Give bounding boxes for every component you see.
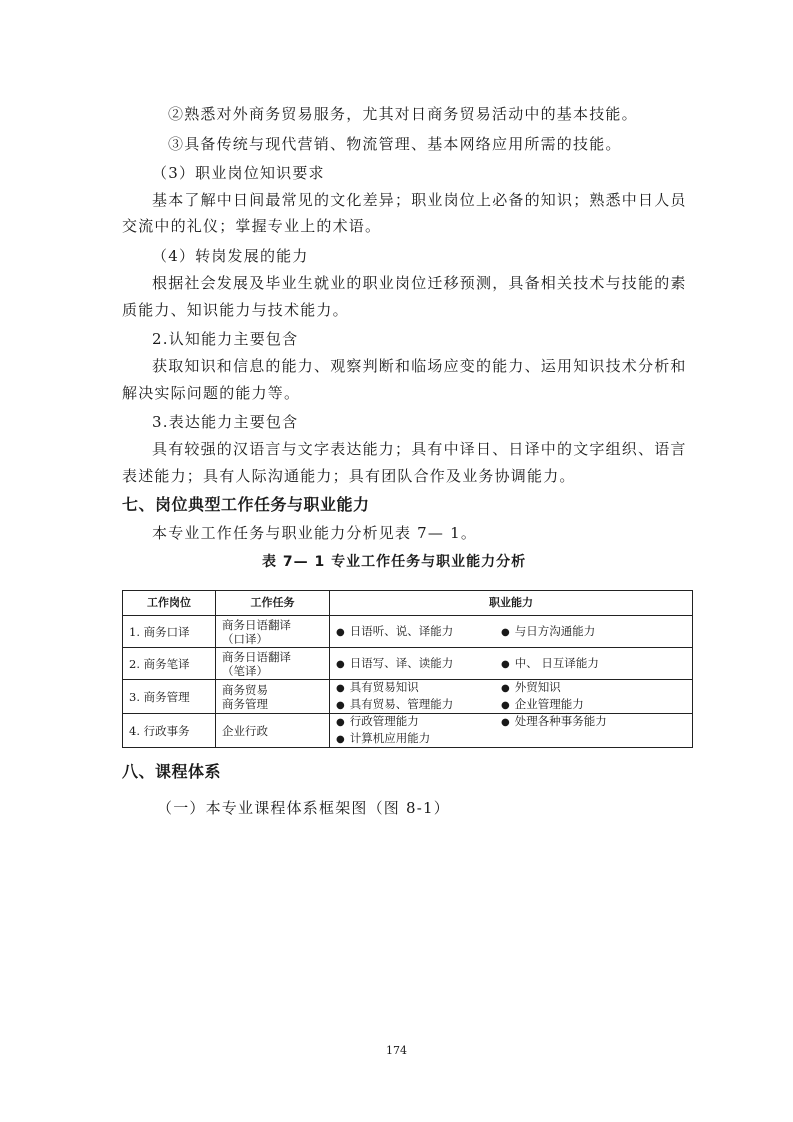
task-line: 商务管理 bbox=[222, 696, 268, 711]
task-line: 商务日语翻译 bbox=[222, 649, 291, 664]
body-line: 基本了解中日间最常见的文化差异；职业岗位上必备的知识；熟悉中日人员 bbox=[152, 191, 687, 209]
body-line: （4）转岗发展的能力 bbox=[152, 247, 309, 265]
ability-item: ● 具有贸易、管理能力 bbox=[336, 697, 501, 713]
body-line: 交流中的礼仪；掌握专业上的术语。 bbox=[122, 217, 382, 235]
body-line: 根据社会发展及毕业生就业的职业岗位迁移预测，具备相关技术与技能的素 bbox=[152, 274, 687, 292]
body-line: ②熟悉对外商务贸易服务，尤其对日商务贸易活动中的基本技能。 bbox=[168, 105, 638, 123]
ability-item: ● 中、 日互译能力 bbox=[501, 656, 686, 672]
table-header-row bbox=[123, 591, 693, 616]
table-row bbox=[123, 616, 693, 648]
table-caption: 表 7— 1 专业工作任务与职业能力分析 bbox=[262, 554, 527, 570]
table-row bbox=[123, 714, 693, 748]
ability-item: ● 具有贸易知识 bbox=[336, 680, 501, 696]
task-line: 企业行政 bbox=[222, 723, 268, 738]
post-cell: 3. 商务管理 bbox=[123, 680, 216, 714]
ability-cell bbox=[330, 680, 693, 714]
column-header: 职业能力 bbox=[330, 591, 693, 616]
task-cell bbox=[216, 714, 330, 748]
body-line: 解决实际问题的能力等。 bbox=[122, 384, 301, 402]
task-line: （笔译） bbox=[222, 663, 268, 678]
ability-item: ● 日语听、说、译能力 bbox=[336, 624, 501, 640]
column-header: 工作任务 bbox=[216, 591, 330, 616]
ability-item: ● 日语写、译、读能力 bbox=[336, 656, 501, 672]
ability-cell bbox=[330, 616, 693, 648]
body-line: ③具备传统与现代营销、物流管理、基本网络应用所需的技能。 bbox=[168, 135, 622, 153]
ability-item: ● 与日方沟通能力 bbox=[501, 624, 686, 640]
body-line: 表述能力；具有人际沟通能力；具有团队合作及业务协调能力。 bbox=[122, 467, 576, 485]
tasks-table bbox=[122, 590, 693, 748]
task-line: 商务日语翻译 bbox=[222, 617, 291, 632]
ability-cell bbox=[330, 714, 693, 748]
post-cell: 2. 商务笔译 bbox=[123, 648, 216, 680]
task-line: （口译） bbox=[222, 631, 268, 646]
ability-cell bbox=[330, 648, 693, 680]
ability-item: ● 处理各种事务能力 bbox=[501, 714, 686, 730]
body-line: （3）职业岗位知识要求 bbox=[152, 164, 325, 182]
ability-empty bbox=[501, 731, 686, 747]
page-number: 174 bbox=[386, 1044, 407, 1057]
section-subheading: （一）本专业课程体系框架图（图 8-1） bbox=[157, 799, 450, 817]
body-line: 3.表达能力主要包含 bbox=[152, 413, 299, 431]
ability-item: ● 企业管理能力 bbox=[501, 697, 686, 713]
post-cell: 4. 行政事务 bbox=[123, 714, 216, 748]
section-intro: 本专业工作任务与职业能力分析见表 7— 1。 bbox=[152, 524, 478, 542]
ability-item: ● 计算机应用能力 bbox=[336, 731, 501, 747]
body-line: 具有较强的汉语言与文字表达能力；具有中译日、日译中的文字组织、语言 bbox=[152, 440, 687, 458]
post-cell: 1. 商务口译 bbox=[123, 616, 216, 648]
body-line: 质能力、知识能力与技术能力。 bbox=[122, 301, 349, 319]
task-cell bbox=[216, 648, 330, 680]
ability-item: ● 外贸知识 bbox=[501, 680, 686, 696]
table-row bbox=[123, 680, 693, 714]
column-header: 工作岗位 bbox=[123, 591, 216, 616]
body-line: 获取知识和信息的能力、观察判断和临场应变的能力、运用知识技术分析和 bbox=[152, 357, 687, 375]
section-heading: 七、岗位典型工作任务与职业能力 bbox=[122, 495, 370, 514]
task-cell bbox=[216, 616, 330, 648]
ability-item: ● 行政管理能力 bbox=[336, 714, 501, 730]
body-line: 2.认知能力主要包含 bbox=[152, 330, 299, 348]
section-heading: 八、课程体系 bbox=[122, 762, 222, 781]
task-cell bbox=[216, 680, 330, 714]
table-row bbox=[123, 648, 693, 680]
task-line: 商务贸易 bbox=[222, 682, 268, 697]
